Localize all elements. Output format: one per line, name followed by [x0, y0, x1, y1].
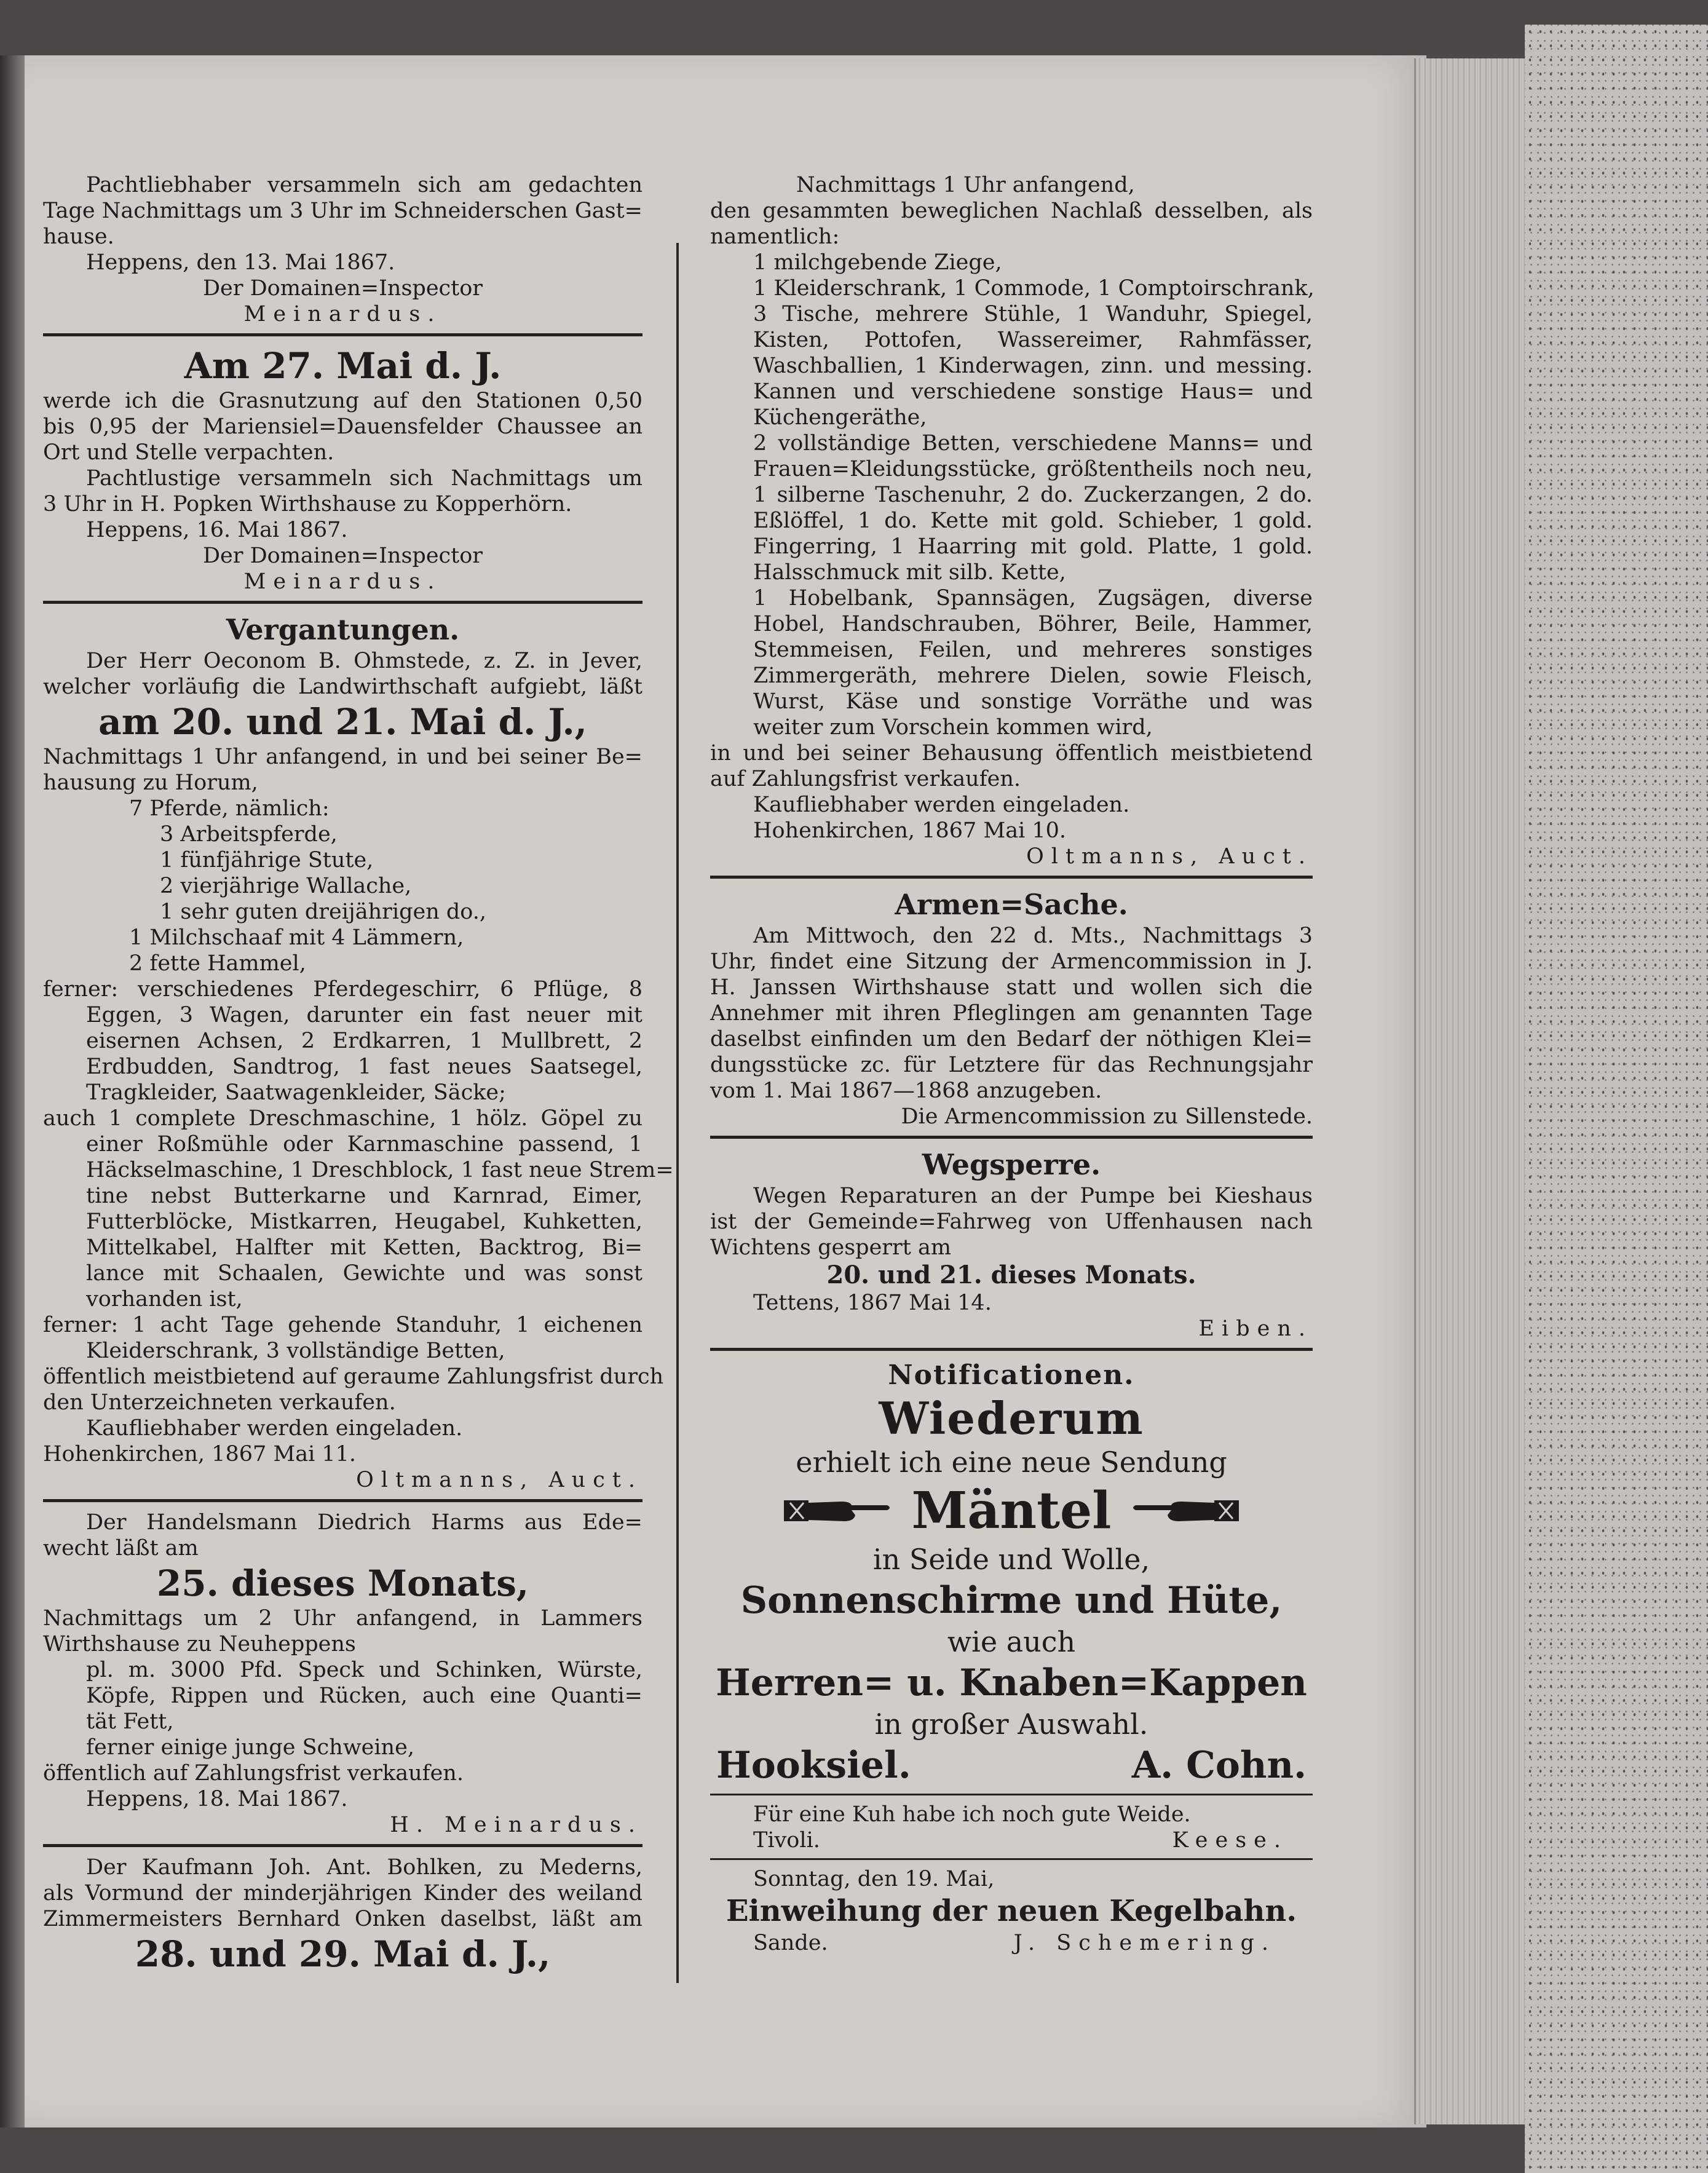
text-line: Häckselmaschine, 1 Dreschblock, 1 fast neue Strem=: [86, 1158, 674, 1182]
text-line: Futterblöcke, Mistkarren, Heugabel, Kuhketten,: [86, 1209, 642, 1234]
list-item: Küchengeräthe,: [753, 405, 927, 430]
date-heading: am 20. und 21. Mai d. J.,: [98, 701, 587, 743]
date-heading: Am 27. Mai d. J.: [184, 345, 502, 387]
signer-name: H. Meinardus.: [390, 1813, 642, 1837]
maentel-row: [710, 1480, 1313, 1542]
ad-maentel: Mäntel: [911, 1481, 1112, 1540]
date-line: Sonntag, den 19. Mai,: [753, 1867, 995, 1891]
signer-title: Der Domainen=Inspector: [202, 276, 483, 301]
section-heading-vergantungen: Vergantungen.: [226, 613, 460, 646]
text-line: Ort und Stelle verpachten.: [43, 440, 334, 465]
list-item: 1 milchgebende Ziege,: [753, 250, 1002, 275]
ad-bohlken: [43, 1854, 642, 1976]
column-divider: [676, 243, 679, 1983]
signer-name: Oltmanns, Auct.: [1026, 844, 1313, 869]
ad-cohn: [710, 1358, 1313, 1789]
text-line: den Unterzeichneten verkaufen.: [43, 1390, 396, 1415]
list-item: Eßlöffel, 1 do. Kette mit gold. Schieber, 1 gold.: [753, 509, 1313, 533]
text-line: Kaufliebhaber werden eingeladen.: [753, 793, 1130, 817]
date-line: 20. und 21. dieses Monats.: [826, 1261, 1196, 1289]
text-line: Pachtlustige versammeln sich Nachmittags um: [86, 466, 642, 491]
text-line: wecht läßt am: [43, 1536, 199, 1561]
list-item: Zimmergeräth, mehrere Dielen, sowie Fleisch,: [753, 663, 1313, 688]
list-item: Kannen und verschiedene sonstige Haus= und: [753, 379, 1313, 404]
text-line: Pachtliebhaber versammeln sich am gedachten: [86, 173, 642, 197]
text-line: in und bei seiner Behausung öffentlich meistbietend: [710, 741, 1313, 766]
book-spine: [0, 55, 27, 2127]
separator-rule: [43, 1844, 642, 1847]
list-item: 1 sehr guten dreijährigen do.,: [160, 900, 486, 924]
text-line: welcher vorläufig die Landwirthschaft aufgiebt, läßt: [43, 675, 642, 699]
ad-bohlken-continued: [710, 172, 1313, 869]
signer-name: Meinardus.: [243, 569, 442, 594]
text-line: Eggen, 3 Wagen, darunter ein fast neuer mit: [86, 1003, 642, 1027]
list-item: 1 Hobelbank, Spannsägen, Zugsägen, diverse: [753, 586, 1313, 611]
text-line: hausung zu Horum,: [43, 770, 258, 795]
ad-armen-sache: [710, 886, 1313, 1130]
ad-heading: Armen=Sache.: [895, 888, 1128, 921]
text-line: daselbst einfinden um den Bedarf der nöthigen Klei=: [710, 1027, 1313, 1051]
list-item: 1 fünfjährige Stute,: [160, 848, 374, 873]
signer-name: J. Schemering.: [1013, 1931, 1276, 1955]
place: Tivoli.: [753, 1828, 820, 1853]
text-line: H. Janssen Wirthshause statt und wollen sich die: [710, 975, 1313, 1000]
ad-line-bold: Sonnenschirme und Hüte,: [740, 1579, 1283, 1622]
text-line: als Vormund der minderjährigen Kinder des weiland: [43, 1881, 642, 1906]
separator-rule: [43, 333, 642, 336]
list-item: 2 vierjährige Wallache,: [160, 874, 412, 898]
ad-merchant: A. Cohn.: [1131, 1744, 1307, 1787]
text-line: vorhanden ist,: [86, 1287, 243, 1312]
list-item: Halsschmuck mit silb. Kette,: [753, 560, 1066, 585]
separator-rule: [43, 601, 642, 604]
text-line: Zimmermeisters Bernhard Onken daselbst, läßt am: [43, 1907, 642, 1931]
list-item: Kisten, Pottofen, Wassereimer, Rahmfässer,: [753, 328, 1313, 352]
ad-ohmstede: [43, 648, 674, 1493]
list-item: 3 Arbeitspferde,: [160, 822, 338, 847]
list-item: 1 Milchschaaf mit 4 Lämmern,: [129, 925, 464, 950]
signature-row: [710, 1930, 1313, 1956]
ad-line: wie auch: [947, 1625, 1076, 1658]
list-item: 3 Tische, mehrere Stühle, 1 Wanduhr, Spiegel,: [753, 302, 1313, 327]
text-line: auch 1 complete Dreschmaschine, 1 hölz. Göpel zu: [43, 1106, 642, 1131]
ad-harms: [43, 1510, 642, 1838]
text-line: Kleiderschrank, 3 vollständige Betten,: [86, 1339, 505, 1363]
signer-title: Der Domainen=Inspector: [202, 544, 483, 568]
place-date: Hohenkirchen, 1867 Mai 10.: [753, 818, 1067, 843]
text-line: eisernen Achsen, 2 Erdkarren, 1 Mullbrett, 2: [86, 1029, 642, 1053]
date-heading: 25. dieses Monats,: [156, 1562, 529, 1604]
book-cover-edge: [1525, 25, 1708, 2173]
text-line: Wirthshause zu Neuheppens: [43, 1632, 356, 1656]
text-line: Annehmer mit ihren Pfleglingen am genannten Tage: [710, 1001, 1313, 1026]
text-line: öffentlich meistbietend auf geraume Zahlungsfrist durch: [43, 1364, 664, 1389]
ad-heading: Wegsperre.: [922, 1148, 1101, 1181]
text-line: bis 0,95 der Mariensiel=Dauensfelder Chaussee an: [43, 414, 642, 439]
text-line: Nachmittags 1 Uhr anfangend, in und bei seiner Be=: [43, 745, 642, 769]
ad-line-bold: Herren= u. Knaben=Kappen: [716, 1661, 1307, 1704]
text-line: Wegen Reparaturen an der Pumpe bei Kieshaus: [753, 1184, 1313, 1208]
text-line: Mittelkabel, Halfter mit Ketten, Backtrog, Bi=: [86, 1235, 642, 1260]
text-line: vom 1. Mai 1867—1868 anzugeben.: [710, 1079, 1102, 1103]
separator-rule: [710, 1348, 1313, 1351]
ad-line: in großer Auswahl.: [874, 1708, 1149, 1741]
ad-kegelbahn: [710, 1866, 1313, 1956]
list-heading: 7 Pferde, nämlich:: [129, 796, 330, 821]
list-item: Frauen=Kleidungsstücke, größtentheils noch neu,: [753, 457, 1313, 481]
signer-name: Keese.: [1172, 1828, 1288, 1853]
place-date: Tettens, 1867 Mai 14.: [753, 1291, 992, 1315]
ad-signature-row: [710, 1742, 1313, 1789]
ad-line: erhielt ich eine neue Sendung: [796, 1446, 1227, 1479]
pointing-hand-left-icon: [1129, 1489, 1240, 1532]
text-line: lance mit Schaalen, Gewichte und was sonst: [86, 1261, 642, 1286]
text-line: den gesammten beweglichen Nachlaß desselben, als: [710, 199, 1313, 223]
separator-rule: [43, 1499, 642, 1502]
ad-title: Einweihung der neuen Kegelbahn.: [726, 1894, 1297, 1928]
text-line: öffentlich auf Zahlungsfrist verkaufen.: [43, 1761, 464, 1786]
list-item: Stemmeisen, Feilen, und mehreres sonstiges: [753, 638, 1313, 662]
text-line: Für eine Kuh habe ich noch gute Weide.: [753, 1802, 1191, 1827]
pointing-hand-right-icon: [783, 1489, 893, 1532]
page-edges: [1414, 58, 1527, 2124]
list-item: Fingerring, 1 Haarring mit gold. Platte, 1 gold.: [753, 534, 1313, 559]
ad-grasnutzung: [43, 344, 642, 595]
text-line: Wichtens gesperrt am: [710, 1235, 952, 1260]
ad-place: Hooksiel.: [716, 1744, 911, 1787]
text-line: Tage Nachmittags um 3 Uhr im Schneiderschen Gast=: [43, 199, 642, 223]
list-item: 2 fette Hammel,: [129, 951, 306, 976]
ad-wegsperre: [710, 1146, 1313, 1342]
text-line: werde ich die Grasnutzung auf den Stationen 0,50: [43, 389, 642, 413]
text-line: einer Roßmühle oder Karnmaschine passend, 1: [86, 1132, 642, 1157]
text-line: namentlich:: [710, 224, 840, 249]
signer-name: Eiben.: [1198, 1316, 1313, 1341]
text-line: ferner einige junge Schweine,: [86, 1735, 414, 1760]
date-heading: 28. und 29. Mai d. J.,: [135, 1933, 551, 1975]
text-line: pl. m. 3000 Pfd. Speck und Schinken, Würste,: [86, 1658, 642, 1682]
list-item: weiter zum Vorschein kommen wird,: [753, 715, 1153, 740]
text-line: Der Herr Oeconom B. Ohmstede, z. Z. in Jever,: [86, 649, 642, 673]
place-date: Heppens, 18. Mai 1867.: [86, 1787, 348, 1811]
left-column: [43, 172, 674, 1976]
text-line: Nachmittags um 2 Uhr anfangend, in Lammers: [43, 1606, 642, 1631]
text-line: hause.: [43, 224, 114, 249]
signature-row: [710, 1827, 1313, 1853]
text-line: Tragkleider, Saatwagenkleider, Säcke;: [86, 1080, 506, 1105]
ad-line: in Seide und Wolle,: [872, 1543, 1150, 1576]
right-column: [710, 172, 1313, 1956]
list-item: Waschballien, 1 Kinderwagen, zinn. und messing.: [753, 354, 1313, 378]
text-line: Uhr, findet eine Sitzung der Armencommission in J.: [710, 949, 1313, 974]
text-line: Nachmittags 1 Uhr anfangend,: [796, 173, 1135, 197]
text-line: 3 Uhr in H. Popken Wirthshause zu Kopperhörn.: [43, 492, 572, 517]
text-line: tät Fett,: [86, 1709, 174, 1734]
ad-heading: Notificationen.: [888, 1360, 1135, 1391]
list-item: 1 Kleiderschrank, 1 Commode, 1 Comptoirschrank,: [753, 276, 1315, 301]
place-date: Hohenkirchen, 1867 Mai 11.: [43, 1442, 357, 1466]
text-line: tine nebst Butterkarne und Karnrad, Eimer,: [86, 1184, 642, 1208]
place-date: Heppens, den 13. Mai 1867.: [86, 250, 395, 275]
text-line: ferner: 1 acht Tage gehende Standuhr, 1 eichenen: [43, 1313, 642, 1337]
signer-name: Meinardus.: [243, 302, 442, 327]
text-line: Am Mittwoch, den 22 d. Mts., Nachmittags 3: [753, 924, 1313, 948]
text-line: Köpfe, Rippen und Rücken, auch eine Quanti=: [86, 1684, 642, 1708]
list-item: Hobel, Handschrauben, Böhrer, Beile, Hammer,: [753, 612, 1313, 636]
separator-rule: [710, 876, 1313, 879]
text-line: auf Zahlungsfrist verkaufen.: [710, 767, 1021, 791]
text-line: Der Handelsmann Diedrich Harms aus Ede=: [86, 1510, 642, 1535]
separator-rule: [710, 1794, 1313, 1795]
ad-title: Wiederum: [879, 1392, 1144, 1444]
signer-name: Die Armencommission zu Sillenstede.: [901, 1104, 1313, 1129]
list-item: Wurst, Käse und sonstige Vorräthe und was: [753, 689, 1313, 714]
text-line: Erdbudden, Sandtrog, 1 fast neues Saatsegel,: [86, 1055, 642, 1079]
ad-weide: [710, 1802, 1313, 1853]
signer-name: Oltmanns, Auct.: [356, 1468, 642, 1492]
list-item: 2 vollständige Betten, verschiedene Manns= und: [753, 431, 1313, 456]
text-line: ist der Gemeinde=Fahrweg von Uffenhausen nach: [710, 1209, 1313, 1234]
place: Sande.: [753, 1931, 828, 1955]
place-date: Heppens, 16. Mai 1867.: [86, 518, 348, 542]
text-line: Kaufliebhaber werden eingeladen.: [86, 1416, 463, 1441]
list-item: 1 silberne Taschenuhr, 2 do. Zuckerzangen, 2 do.: [753, 483, 1313, 507]
text-line: dungsstücke zc. für Letztere für das Rechnungsjahr: [710, 1053, 1313, 1077]
text-line: ferner: verschiedenes Pferdegeschirr, 6 Pflüge, 8: [43, 977, 642, 1002]
ad-pachtliebhaber: [43, 172, 642, 327]
separator-rule: [710, 1136, 1313, 1139]
text-line: Der Kaufmann Joh. Ant. Bohlken, zu Mederns,: [86, 1855, 642, 1880]
separator-rule: [710, 1858, 1313, 1860]
